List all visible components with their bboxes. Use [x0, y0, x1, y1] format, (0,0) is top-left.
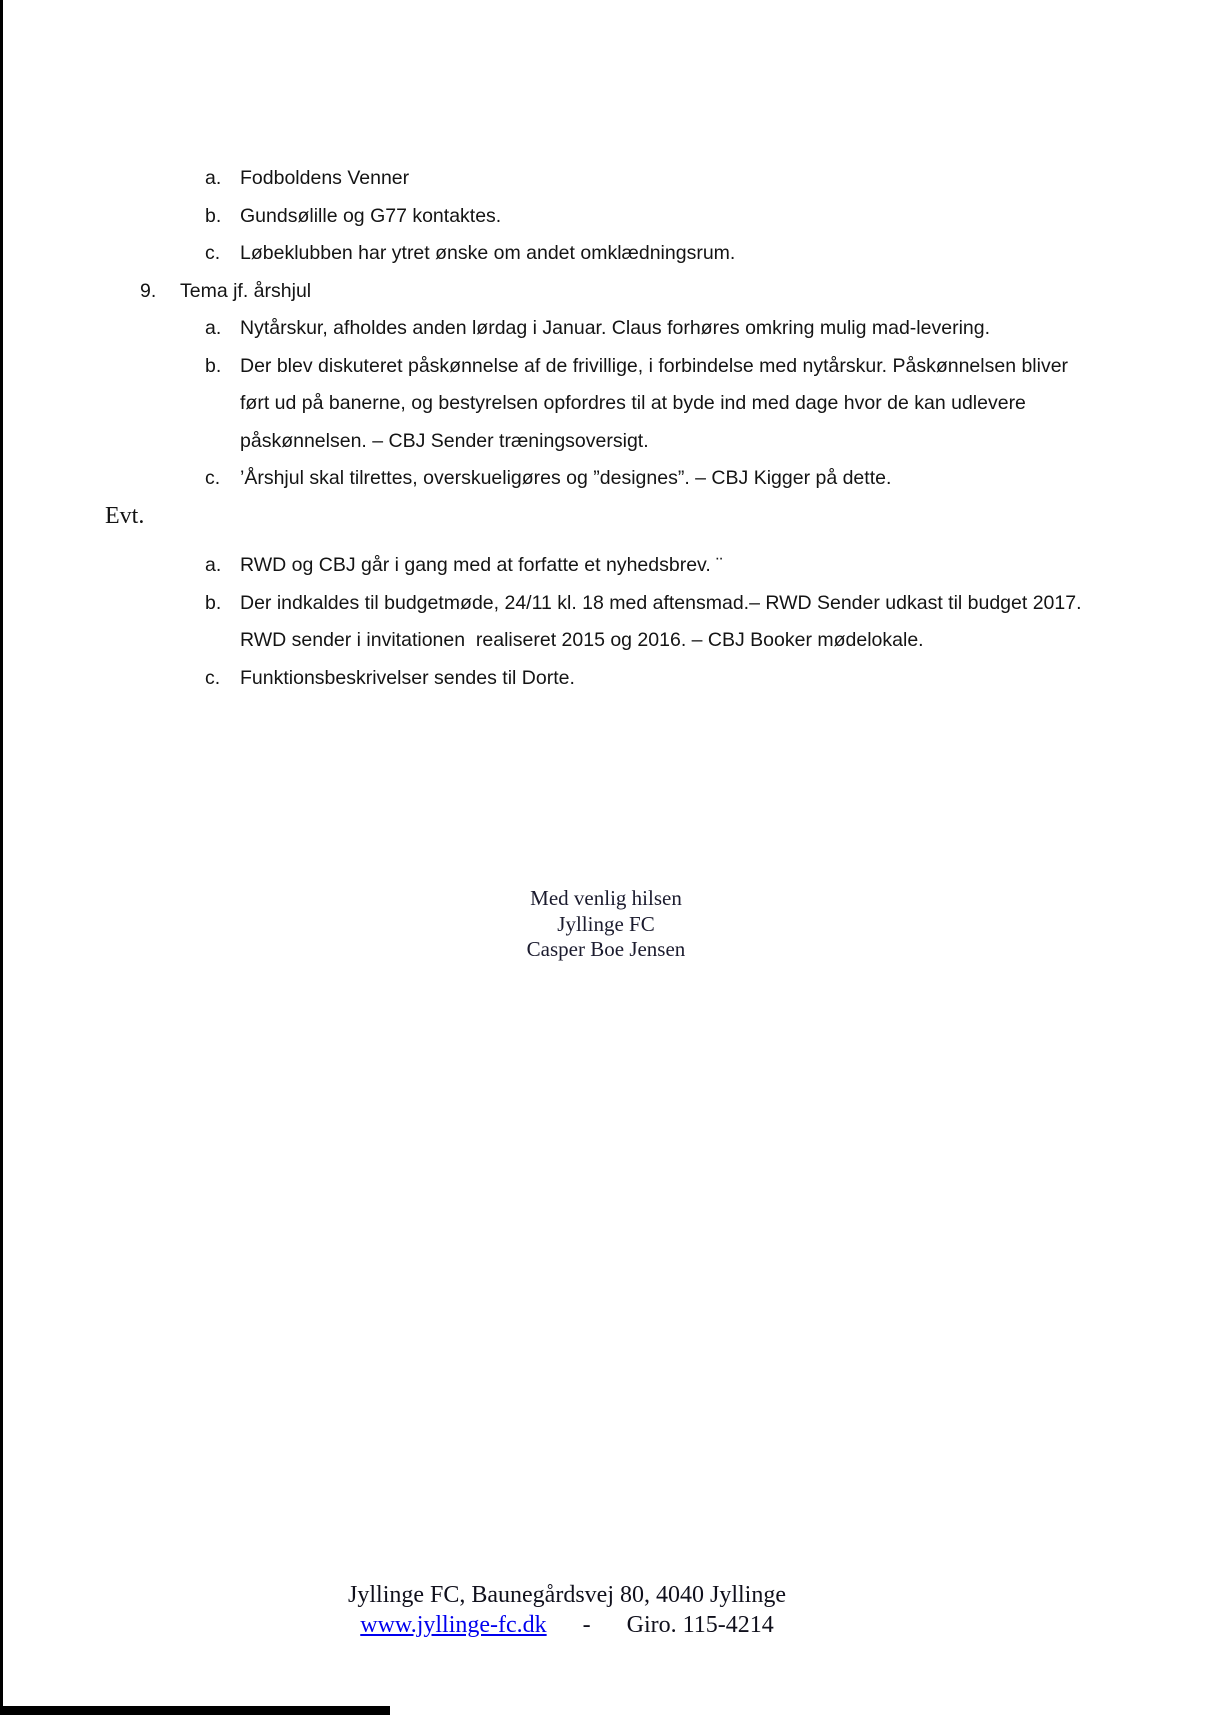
list-item-text: Nytårskur, afholdes anden lørdag i Januar. Claus forhøres omkring mulig mad-levering. [240, 317, 991, 339]
scan-edge-artifact-bottom [0, 1706, 390, 1715]
list-item-evt-b [0, 585, 1212, 660]
list-marker: b. [205, 591, 222, 614]
list-marker: 9. [140, 279, 157, 302]
signature-name: Casper Boe Jensen [526, 937, 686, 961]
signature-greeting: Med venlig hilsen [530, 886, 682, 910]
signature-club: Jyllinge FC [557, 911, 655, 936]
list-item-text: RWD og CBJ går i gang med at forfatte et nyhedsbrev. ¨ [240, 554, 723, 576]
list-marker: b. [205, 354, 222, 377]
page-footer [0, 1580, 1134, 1640]
list-item-intro-b [0, 198, 1212, 236]
list-item-text: ’Årshjul skal tilrettes, overskueligøres og ”designes”. – CBJ Kigger på dette. [240, 467, 892, 489]
list-item-text: Tema jf. årshjul [180, 279, 312, 302]
footer-contact-line [0, 1610, 1134, 1640]
list-marker: a. [205, 317, 222, 339]
list-item-9-tema [0, 273, 1212, 311]
list-item-text: Løbeklubben har ytret ønske om andet omklædningsrum. [240, 242, 736, 264]
list-marker: a. [205, 167, 222, 189]
signature-block [0, 886, 1212, 963]
document-body [0, 160, 1212, 697]
list-item-text: Fodboldens Venner [240, 167, 410, 189]
list-item-tema-a [0, 310, 1212, 348]
list-marker: b. [205, 204, 222, 227]
list-marker: c. [205, 242, 221, 264]
list-item-intro-c [0, 235, 1212, 273]
list-item-text: Funktionsbeskrivelser sendes til Dorte. [240, 666, 575, 689]
list-item-text: Der indkaldes til budgetmøde, 24/11 kl. 18 med aftensmad.– RWD Sender udkast til budget 2017. RWD sender i invitationen realiseret 2015 og 2016. – CBJ Booker mødelokale. [240, 591, 1087, 651]
list-marker: a. [205, 554, 222, 576]
list-item-text: Gundsølille og G77 kontaktes. [240, 204, 502, 227]
list-item-text: Der blev diskuteret påskønnelse af de frivillige, i forbindelse med nytårskur. Påskønnelsen bliver ført ud på banerne, og bestyrelsen opfordres til at byde ind med dage hvor de kan udlevere påskønnelsen. – CBJ Sender træningsoversigt. [240, 354, 1074, 452]
list-item-evt-c [0, 660, 1212, 698]
website-link[interactable]: www.jyllinge-fc.dk [360, 1612, 547, 1638]
list-item-tema-b [0, 348, 1212, 461]
list-item-intro-a [0, 160, 1212, 198]
evt-heading: Evt. [105, 502, 145, 529]
footer-address: Jyllinge FC, Baunegårdsvej 80, 4040 Jyllinge [348, 1582, 786, 1608]
footer-giro: Giro. 115-4214 [626, 1612, 774, 1638]
list-item-tema-c [0, 460, 1212, 498]
list-marker: c. [205, 666, 221, 689]
footer-separator: - [582, 1612, 591, 1638]
list-marker: c. [205, 467, 221, 489]
list-item-evt-a [0, 547, 1212, 585]
